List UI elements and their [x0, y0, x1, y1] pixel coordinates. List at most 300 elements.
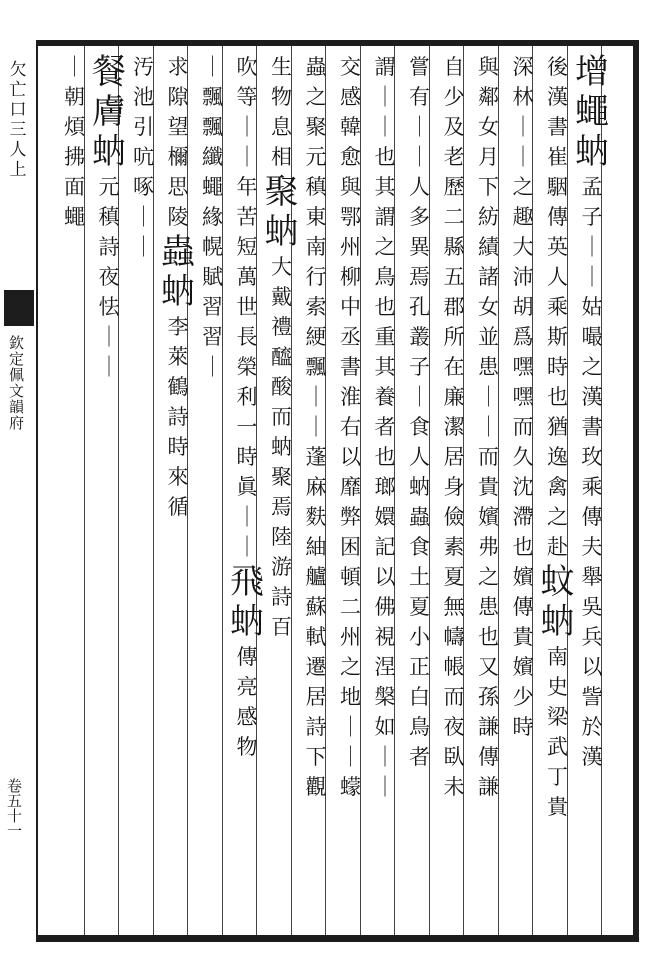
- text-char: 績: [478, 235, 499, 259]
- text-char: 子: [409, 355, 430, 379]
- text-char: 眞: [236, 475, 258, 499]
- text-char: 瑯: [374, 475, 396, 499]
- text-char: 李: [167, 315, 189, 339]
- gutter-char: 人: [9, 140, 27, 160]
- text-char: 乘: [581, 475, 603, 499]
- text-char: 愈: [340, 145, 361, 169]
- text-char: 臥: [443, 745, 465, 769]
- gutter-char: 欠: [9, 60, 27, 80]
- text-char: ｜: [236, 145, 258, 169]
- text-char: 戴: [271, 285, 292, 309]
- text-char: 元: [305, 145, 327, 169]
- text-char: 啄: [133, 175, 154, 199]
- text-char: ｜: [374, 85, 396, 109]
- text-column: [476, 52, 502, 932]
- text-char: 書: [547, 115, 568, 139]
- text-char: 縣: [443, 235, 465, 259]
- text-char: 醯: [271, 345, 292, 369]
- text-char: 聚: [271, 465, 292, 489]
- text-char: 貴: [512, 625, 534, 649]
- text-char: 飄: [202, 85, 223, 109]
- text-char: 也: [547, 385, 568, 409]
- text-char: 謂: [374, 55, 396, 79]
- headword-char: 蟲: [161, 232, 195, 272]
- text-char: 視: [374, 625, 396, 649]
- text-char: 嬪: [512, 655, 534, 679]
- text-char: 嘗: [409, 55, 430, 79]
- text-char: 蟲: [409, 505, 430, 529]
- text-char: 南: [547, 645, 568, 669]
- text-char: 世: [236, 295, 258, 319]
- text-char: 嘿: [512, 355, 534, 379]
- text-char: 子: [581, 205, 603, 229]
- text-char: 也: [374, 145, 396, 169]
- text-char: 怯: [98, 295, 120, 319]
- text-char: 索: [305, 295, 327, 319]
- text-char: 嘬: [581, 325, 603, 349]
- text-char: 姑: [581, 295, 603, 319]
- text-char: 異: [409, 235, 430, 259]
- text-char: 幌: [202, 235, 223, 259]
- text-char: ｜: [202, 55, 223, 79]
- text-char: 孟: [581, 175, 603, 199]
- text-char: ｜: [98, 325, 120, 349]
- text-char: 拂: [64, 145, 85, 169]
- text-column: [372, 52, 398, 932]
- text-char: 亮: [236, 675, 258, 699]
- text-char: 久: [512, 445, 534, 469]
- text-char: 詩: [98, 235, 120, 259]
- text-char: 謙: [478, 715, 499, 739]
- text-char: 嬪: [478, 505, 499, 529]
- text-char: 夫: [581, 535, 603, 559]
- text-char: ｜: [340, 745, 361, 769]
- text-char: 養: [374, 385, 396, 409]
- text-char: 南: [305, 235, 327, 259]
- headword-char: 飛: [230, 562, 264, 602]
- headword-char: 蚋: [161, 272, 195, 312]
- text-char: 小: [409, 625, 430, 649]
- text-char: 遷: [305, 655, 327, 679]
- headword-char: 蚋: [230, 602, 264, 642]
- text-char: 稹: [98, 205, 120, 229]
- text-char: 息: [271, 115, 292, 139]
- text-char: 而: [478, 445, 499, 469]
- text-char: 蠓: [340, 775, 361, 799]
- text-char: 鳥: [409, 715, 430, 739]
- text-char: 隙: [167, 85, 189, 109]
- text-char: 嘿: [512, 385, 534, 409]
- text-char: 梁: [547, 705, 568, 729]
- page-number: 卷五十一: [5, 778, 23, 838]
- text-char: 崔: [547, 145, 568, 169]
- text-char: ｜: [133, 235, 154, 259]
- text-char: 槃: [374, 685, 396, 709]
- text-char: 孔: [409, 295, 430, 319]
- text-char: 檷: [167, 145, 189, 169]
- text-char: 艫: [305, 565, 327, 589]
- text-char: 爲: [512, 325, 534, 349]
- text-char: ｜: [512, 115, 534, 139]
- text-char: ｜: [374, 775, 396, 799]
- text-char: 時: [167, 435, 189, 459]
- text-char: 困: [340, 535, 361, 559]
- gutter-char: 亡: [9, 80, 27, 100]
- text-char: 夜: [98, 265, 120, 289]
- text-char: 弗: [478, 535, 499, 559]
- text-char: 右: [340, 415, 361, 439]
- text-char: 滯: [512, 505, 534, 529]
- text-char: ｜: [236, 115, 258, 139]
- text-char: 求: [167, 55, 189, 79]
- text-char: ｜: [64, 55, 85, 79]
- text-char: ｜: [340, 715, 361, 739]
- text-char: 纖: [202, 145, 223, 169]
- text-char: 面: [64, 175, 85, 199]
- text-char: 涅: [374, 655, 396, 679]
- text-char: 池: [133, 85, 154, 109]
- text-char: 紬: [305, 535, 327, 559]
- text-char: 之: [581, 355, 603, 379]
- text-column: [264, 52, 299, 932]
- text-char: 相: [271, 145, 292, 169]
- text-char: 並: [478, 325, 499, 349]
- text-char: 其: [374, 355, 396, 379]
- text-char: 漢: [581, 385, 603, 409]
- text-char: 書: [340, 355, 361, 379]
- text-char: 物: [236, 735, 258, 759]
- text-char: ｜: [478, 385, 499, 409]
- text-char: 韓: [340, 115, 361, 139]
- text-char: 觀: [305, 775, 327, 799]
- text-char: ｜: [202, 355, 223, 379]
- text-char: 來: [167, 465, 189, 489]
- text-char: 苦: [236, 205, 258, 229]
- text-char: 舉: [581, 565, 603, 589]
- text-char: 吳: [581, 595, 603, 619]
- text-char: 乘: [547, 295, 568, 319]
- headword-char: 蚋: [264, 212, 299, 252]
- text-char: 萬: [236, 265, 258, 289]
- text-char: 行: [305, 265, 327, 289]
- text-char: 淮: [340, 385, 361, 409]
- text-char: 胡: [512, 295, 534, 319]
- text-char: 人: [547, 265, 568, 289]
- text-char: 鳥: [374, 265, 396, 289]
- text-char: 玫: [581, 445, 603, 469]
- text-char: 禮: [271, 315, 292, 339]
- text-char: 猶: [547, 415, 568, 439]
- text-char: 長: [236, 325, 258, 349]
- text-char: 謙: [478, 775, 499, 799]
- text-char: 以: [374, 565, 396, 589]
- text-char: 一: [236, 415, 258, 439]
- text-char: 孫: [478, 685, 499, 709]
- text-char: 潔: [443, 415, 465, 439]
- text-char: 書: [581, 415, 603, 439]
- text-char: 廉: [443, 385, 465, 409]
- text-char: 時: [547, 355, 568, 379]
- text-char: 未: [443, 775, 465, 799]
- text-char: 萊: [167, 345, 189, 369]
- text-char: 傳: [547, 205, 568, 229]
- text-char: 人: [409, 445, 430, 469]
- text-column: [200, 52, 226, 932]
- text-char: 麻: [305, 475, 327, 499]
- text-char: 身: [443, 475, 465, 499]
- text-char: ｜: [374, 115, 396, 139]
- text-column: [540, 52, 575, 932]
- text-char: 素: [443, 535, 465, 559]
- text-char: ｜: [98, 355, 120, 379]
- text-char: 中: [340, 295, 361, 319]
- book-title: 欽定佩文韻府: [7, 335, 25, 431]
- text-char: 煩: [64, 115, 85, 139]
- text-char: 傳: [478, 745, 499, 769]
- text-char: 物: [271, 85, 292, 109]
- text-char: 二: [443, 205, 465, 229]
- text-char: 榮: [236, 355, 258, 379]
- text-char: 以: [581, 655, 603, 679]
- text-char: 蓬: [305, 445, 327, 469]
- text-char: 貴: [478, 475, 499, 499]
- text-char: 無: [443, 595, 465, 619]
- headword-char: 蚋: [540, 602, 575, 642]
- text-char: 所: [443, 325, 465, 349]
- text-char: 交: [340, 55, 361, 79]
- text-char: ｜: [581, 235, 603, 259]
- text-char: 百: [271, 615, 292, 639]
- text-char: 之: [374, 235, 396, 259]
- text-char: 州: [340, 235, 361, 259]
- gutter-char: 三: [9, 120, 27, 140]
- text-char: 以: [340, 445, 361, 469]
- text-char: 而: [443, 685, 465, 709]
- text-char: 謂: [374, 205, 396, 229]
- frame-border-right: [633, 40, 639, 942]
- text-char: 弊: [340, 505, 361, 529]
- text-char: 蚋: [271, 435, 292, 459]
- text-char: 蠅: [202, 175, 223, 199]
- text-char: 五: [443, 265, 465, 289]
- headword-char: 蠅: [575, 92, 609, 132]
- text-char: ｜: [409, 385, 430, 409]
- headword-char: 餐: [92, 52, 126, 92]
- text-char: 二: [340, 595, 361, 619]
- text-char: 之: [547, 505, 568, 529]
- text-char: 赴: [547, 535, 568, 559]
- text-char: 及: [443, 115, 465, 139]
- text-char: ｜: [478, 415, 499, 439]
- text-char: 佛: [374, 595, 396, 619]
- text-char: 叢: [409, 325, 430, 349]
- text-char: 郡: [443, 295, 465, 319]
- text-char: 食: [409, 415, 430, 439]
- text-char: 禽: [547, 475, 568, 499]
- text-char: 生: [271, 55, 292, 79]
- text-char: 深: [512, 55, 534, 79]
- text-char: 幬: [443, 625, 465, 649]
- text-column: [510, 52, 536, 932]
- text-char: 老: [443, 145, 465, 169]
- text-char: 利: [236, 385, 258, 409]
- text-char: 飄: [202, 115, 223, 139]
- text-char: 蚋: [409, 475, 430, 499]
- text-char: 軾: [305, 625, 327, 649]
- text-char: 下: [478, 175, 499, 199]
- text-char: 也: [374, 295, 396, 319]
- headword-char: 膚: [92, 92, 126, 132]
- gutter-char: 上: [9, 160, 27, 180]
- fishtail-mark: [4, 290, 34, 326]
- text-char: 蘇: [305, 595, 327, 619]
- text-char: 諸: [478, 265, 499, 289]
- text-char: 飄: [305, 355, 327, 379]
- text-char: 習: [202, 295, 223, 319]
- text-char: 夏: [409, 595, 430, 619]
- text-char: 少: [443, 85, 465, 109]
- text-char: 詩: [305, 715, 327, 739]
- text-char: 州: [340, 625, 361, 649]
- text-char: 貴: [547, 795, 568, 819]
- text-char: 沈: [512, 475, 534, 499]
- text-char: 也: [374, 445, 396, 469]
- text-char: 之: [340, 655, 361, 679]
- text-char: 史: [547, 675, 568, 699]
- text-char: 傳: [581, 505, 603, 529]
- text-column: [131, 52, 157, 932]
- text-char: 土: [409, 565, 430, 589]
- text-column: [62, 52, 88, 932]
- text-char: 望: [167, 115, 189, 139]
- text-char: 多: [409, 205, 430, 229]
- text-char: 有: [409, 85, 430, 109]
- text-char: 而: [512, 415, 534, 439]
- text-char: 焉: [271, 495, 292, 519]
- text-char: 感: [236, 705, 258, 729]
- text-char: 朝: [64, 85, 85, 109]
- text-char: 駰: [547, 175, 568, 199]
- text-char: 元: [98, 175, 120, 199]
- text-char: 在: [443, 355, 465, 379]
- text-char: 陸: [271, 525, 292, 549]
- text-char: ｜: [305, 385, 327, 409]
- text-char: 食: [409, 535, 430, 559]
- text-char: 重: [374, 325, 396, 349]
- headword-char: 聚: [264, 172, 299, 212]
- text-char: 逸: [547, 445, 568, 469]
- text-char: 也: [478, 625, 499, 649]
- text-char: 漢: [581, 745, 603, 769]
- text-char: 游: [271, 555, 292, 579]
- text-char: ｜: [409, 115, 430, 139]
- text-char: 地: [340, 685, 361, 709]
- text-char: 鶴: [167, 375, 189, 399]
- text-char: 丁: [547, 765, 568, 789]
- text-char: 林: [512, 85, 534, 109]
- text-char: 丞: [340, 325, 361, 349]
- text-char: 患: [478, 355, 499, 379]
- text-column: [338, 52, 364, 932]
- text-column: [441, 52, 467, 932]
- text-char: ｜: [512, 145, 534, 169]
- text-char: 少: [512, 685, 534, 709]
- text-char: 其: [374, 175, 396, 199]
- text-char: 陵: [167, 205, 189, 229]
- text-char: 時: [236, 445, 258, 469]
- text-char: 傳: [236, 645, 258, 669]
- text-column: [230, 52, 264, 932]
- text-char: 嬛: [374, 505, 396, 529]
- text-char: 時: [512, 715, 534, 739]
- text-char: ｜: [236, 535, 258, 559]
- text-char: 酸: [271, 375, 292, 399]
- text-char: 詩: [167, 405, 189, 429]
- text-char: 正: [409, 655, 430, 679]
- text-char: 大: [512, 235, 534, 259]
- text-column: [92, 52, 126, 932]
- text-char: 居: [443, 445, 465, 469]
- text-char: 麩: [305, 505, 327, 529]
- text-column: [407, 52, 433, 932]
- text-char: ｜: [305, 415, 327, 439]
- text-char: ｜: [581, 265, 603, 289]
- text-char: 下: [305, 745, 327, 769]
- text-char: 又: [478, 655, 499, 679]
- text-char: 居: [305, 685, 327, 709]
- text-char: 夏: [443, 565, 465, 589]
- text-char: 武: [547, 735, 568, 759]
- text-char: 循: [167, 495, 189, 519]
- text-char: 而: [271, 405, 292, 429]
- text-char: 者: [409, 745, 430, 769]
- text-char: 聚: [305, 115, 327, 139]
- text-char: 賦: [202, 265, 223, 289]
- headword-char: 增: [575, 52, 609, 92]
- text-char: 女: [478, 295, 499, 319]
- gutter-chars: [4, 60, 32, 180]
- text-char: 也: [512, 535, 534, 559]
- text-char: 蠅: [64, 205, 85, 229]
- frame-border-left: [36, 40, 38, 942]
- text-char: 患: [478, 595, 499, 619]
- text-char: 女: [478, 115, 499, 139]
- text-char: 靡: [340, 475, 361, 499]
- text-char: 頓: [340, 565, 361, 589]
- text-char: 汚: [133, 55, 154, 79]
- text-char: 夜: [443, 715, 465, 739]
- text-char: 記: [374, 535, 396, 559]
- text-column: [303, 52, 329, 932]
- text-char: 鄰: [478, 85, 499, 109]
- text-char: 柳: [340, 265, 361, 289]
- frame-border-bottom: [38, 935, 639, 942]
- text-char: 斯: [547, 325, 568, 349]
- text-char: 沛: [512, 265, 534, 289]
- headword-char: 蚋: [92, 132, 126, 172]
- text-char: 之: [478, 565, 499, 589]
- text-char: 短: [236, 235, 258, 259]
- text-char: 月: [478, 145, 499, 169]
- text-char: 者: [374, 415, 396, 439]
- text-char: 自: [443, 55, 465, 79]
- text-char: 儉: [443, 505, 465, 529]
- text-char: 與: [478, 55, 499, 79]
- gutter-char: 口: [9, 100, 27, 120]
- text-char: 綆: [305, 325, 327, 349]
- text-char: 詩: [271, 585, 292, 609]
- text-char: 歷: [443, 175, 465, 199]
